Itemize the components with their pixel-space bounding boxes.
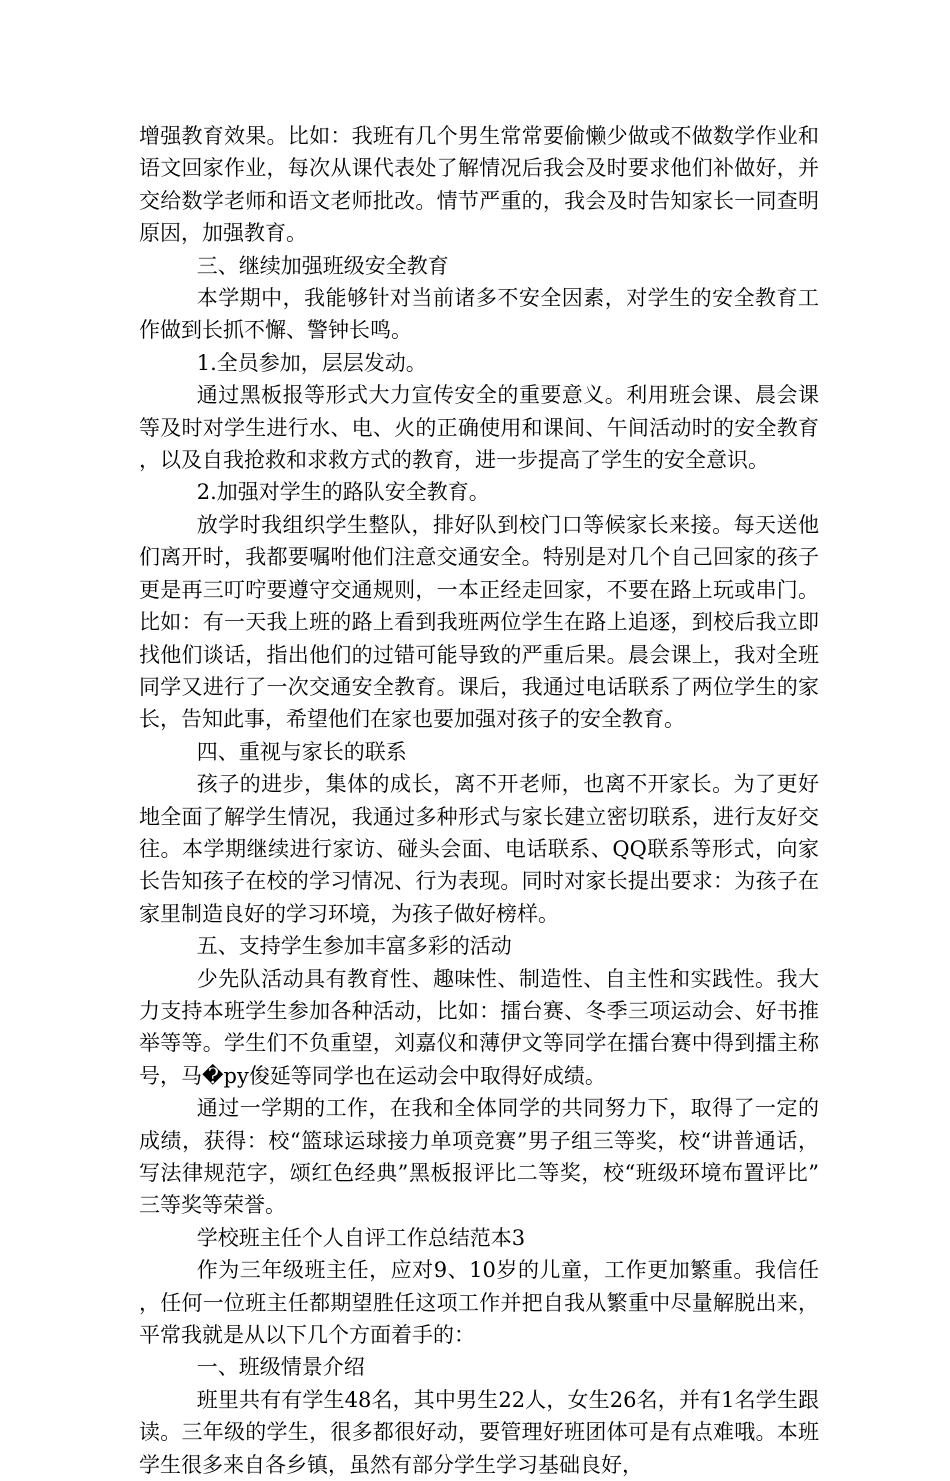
- paragraph: 放学时我组织学生整队，排好队到校门口等候家长来接。每天送他们离开时，我都要嘱咐他们注意交通安全。特别是对几个自己回家的孩子更是再三叮咛要遵守交通规则，一本正经走回家，不要在路上玩或串门。比如：有一天我上班的路上看到我班两位学生在路上追逐，到校后我立即找他们谈话，指出他们的过错可能导致的严重后果。晨会课上，我对全班同学又进行了一次交通安全教育。课后，我通过电话联系了两位学生的家长，告知此事，希望他们在家也要加强对孩子的安全教育。: [139, 512, 819, 732]
- section-heading-safety: 三、继续加强班级安全教育: [196, 253, 449, 278]
- paragraph: 通过黑板报等形式大力宣传安全的重要意义。利用班会课、晨会课等及时对学生进行水、电、火的正确使用和课间、午间活动时的安全教育，以及自我抢救和求救方式的教育，进一步提高了学生的安全意识。: [139, 383, 819, 473]
- paragraph: 通过一学期的工作，在我和全体同学的共同努力下，取得了一定的成绩，获得：校“篮球运球接力单项竞赛”男子组三等奖，校“讲普通话，写法律规范字，颂红色经典”黑板报评比二等奖，校“班级环境布置评比”三等奖等荣誉。: [139, 1096, 819, 1218]
- paragraph: 孩子的进步，集体的成长，离不开老师，也离不开家长。为了更好地全面了解学生情况，我通过多种形式与家长建立密切联系，进行友好交往。本学期继续进行家访、碰头会面、电话联系、QQ联系等形式，向家长告知孩子在校的学习情况、行为表现。同时对家长提出要求：为孩子在家里制造良好的学习环境，为孩子做好榜样。: [139, 772, 819, 926]
- section-heading-parents: 四、重视与家长的联系: [196, 739, 407, 764]
- paragraph: 本学期中，我能够针对当前诸多不安全因素，对学生的安全教育工作做到长抓不懈、警钟长鸣。: [139, 286, 819, 343]
- document-body: [139, 120, 819, 1481]
- paragraph: 少先队活动具有教育性、趣味性、制造性、自主性和实践性。我大力支持本班学生参加各种活动，比如：擂台赛、冬季三项运动会、好书推举等等。学生们不负重望，刘嘉仪和薄伊文等同学在擂台赛中得到擂主称号，马�py俊延等同学也在运动会中取得好成绩。: [139, 966, 819, 1088]
- paragraph-continued: 增强教育效果。比如：我班有几个男生常常要偷懒少做或不做数学作业和语文回家作业，每次从课代表处了解情况后我会及时要求他们补做好，并交给数学老师和语文老师批改。情节严重的，我会及时告知家长一同查明原因，加强教育。: [139, 124, 819, 246]
- section-heading-activities: 五、支持学生参加丰富多彩的活动: [196, 934, 512, 959]
- paragraph: 班里共有有学生48名，其中男生22人，女生26名，并有1名学生跟读。三年级的学生，很多都很好动，要管理好班团体可是有点难哦。本班学生很多来自各乡镇，虽然有部分学生学习基础良好，: [139, 1387, 819, 1477]
- paragraph: 作为三年级班主任，应对9、10岁的儿童，工作更加繁重。我信任，任何一位班主任都期望胜任这项工作并把自我从繁重中尽量解脱出来，平常我就是从以下几个方面着手的：: [139, 1258, 819, 1348]
- subheading: 1.全员参加，层层发动。: [196, 350, 427, 375]
- subheading: 2.加强对学生的路队安全教育。: [196, 480, 490, 505]
- section-heading-class-intro: 一、班级情景介绍: [196, 1355, 365, 1380]
- sample-title: 学校班主任个人自评工作总结范本3: [196, 1225, 526, 1250]
